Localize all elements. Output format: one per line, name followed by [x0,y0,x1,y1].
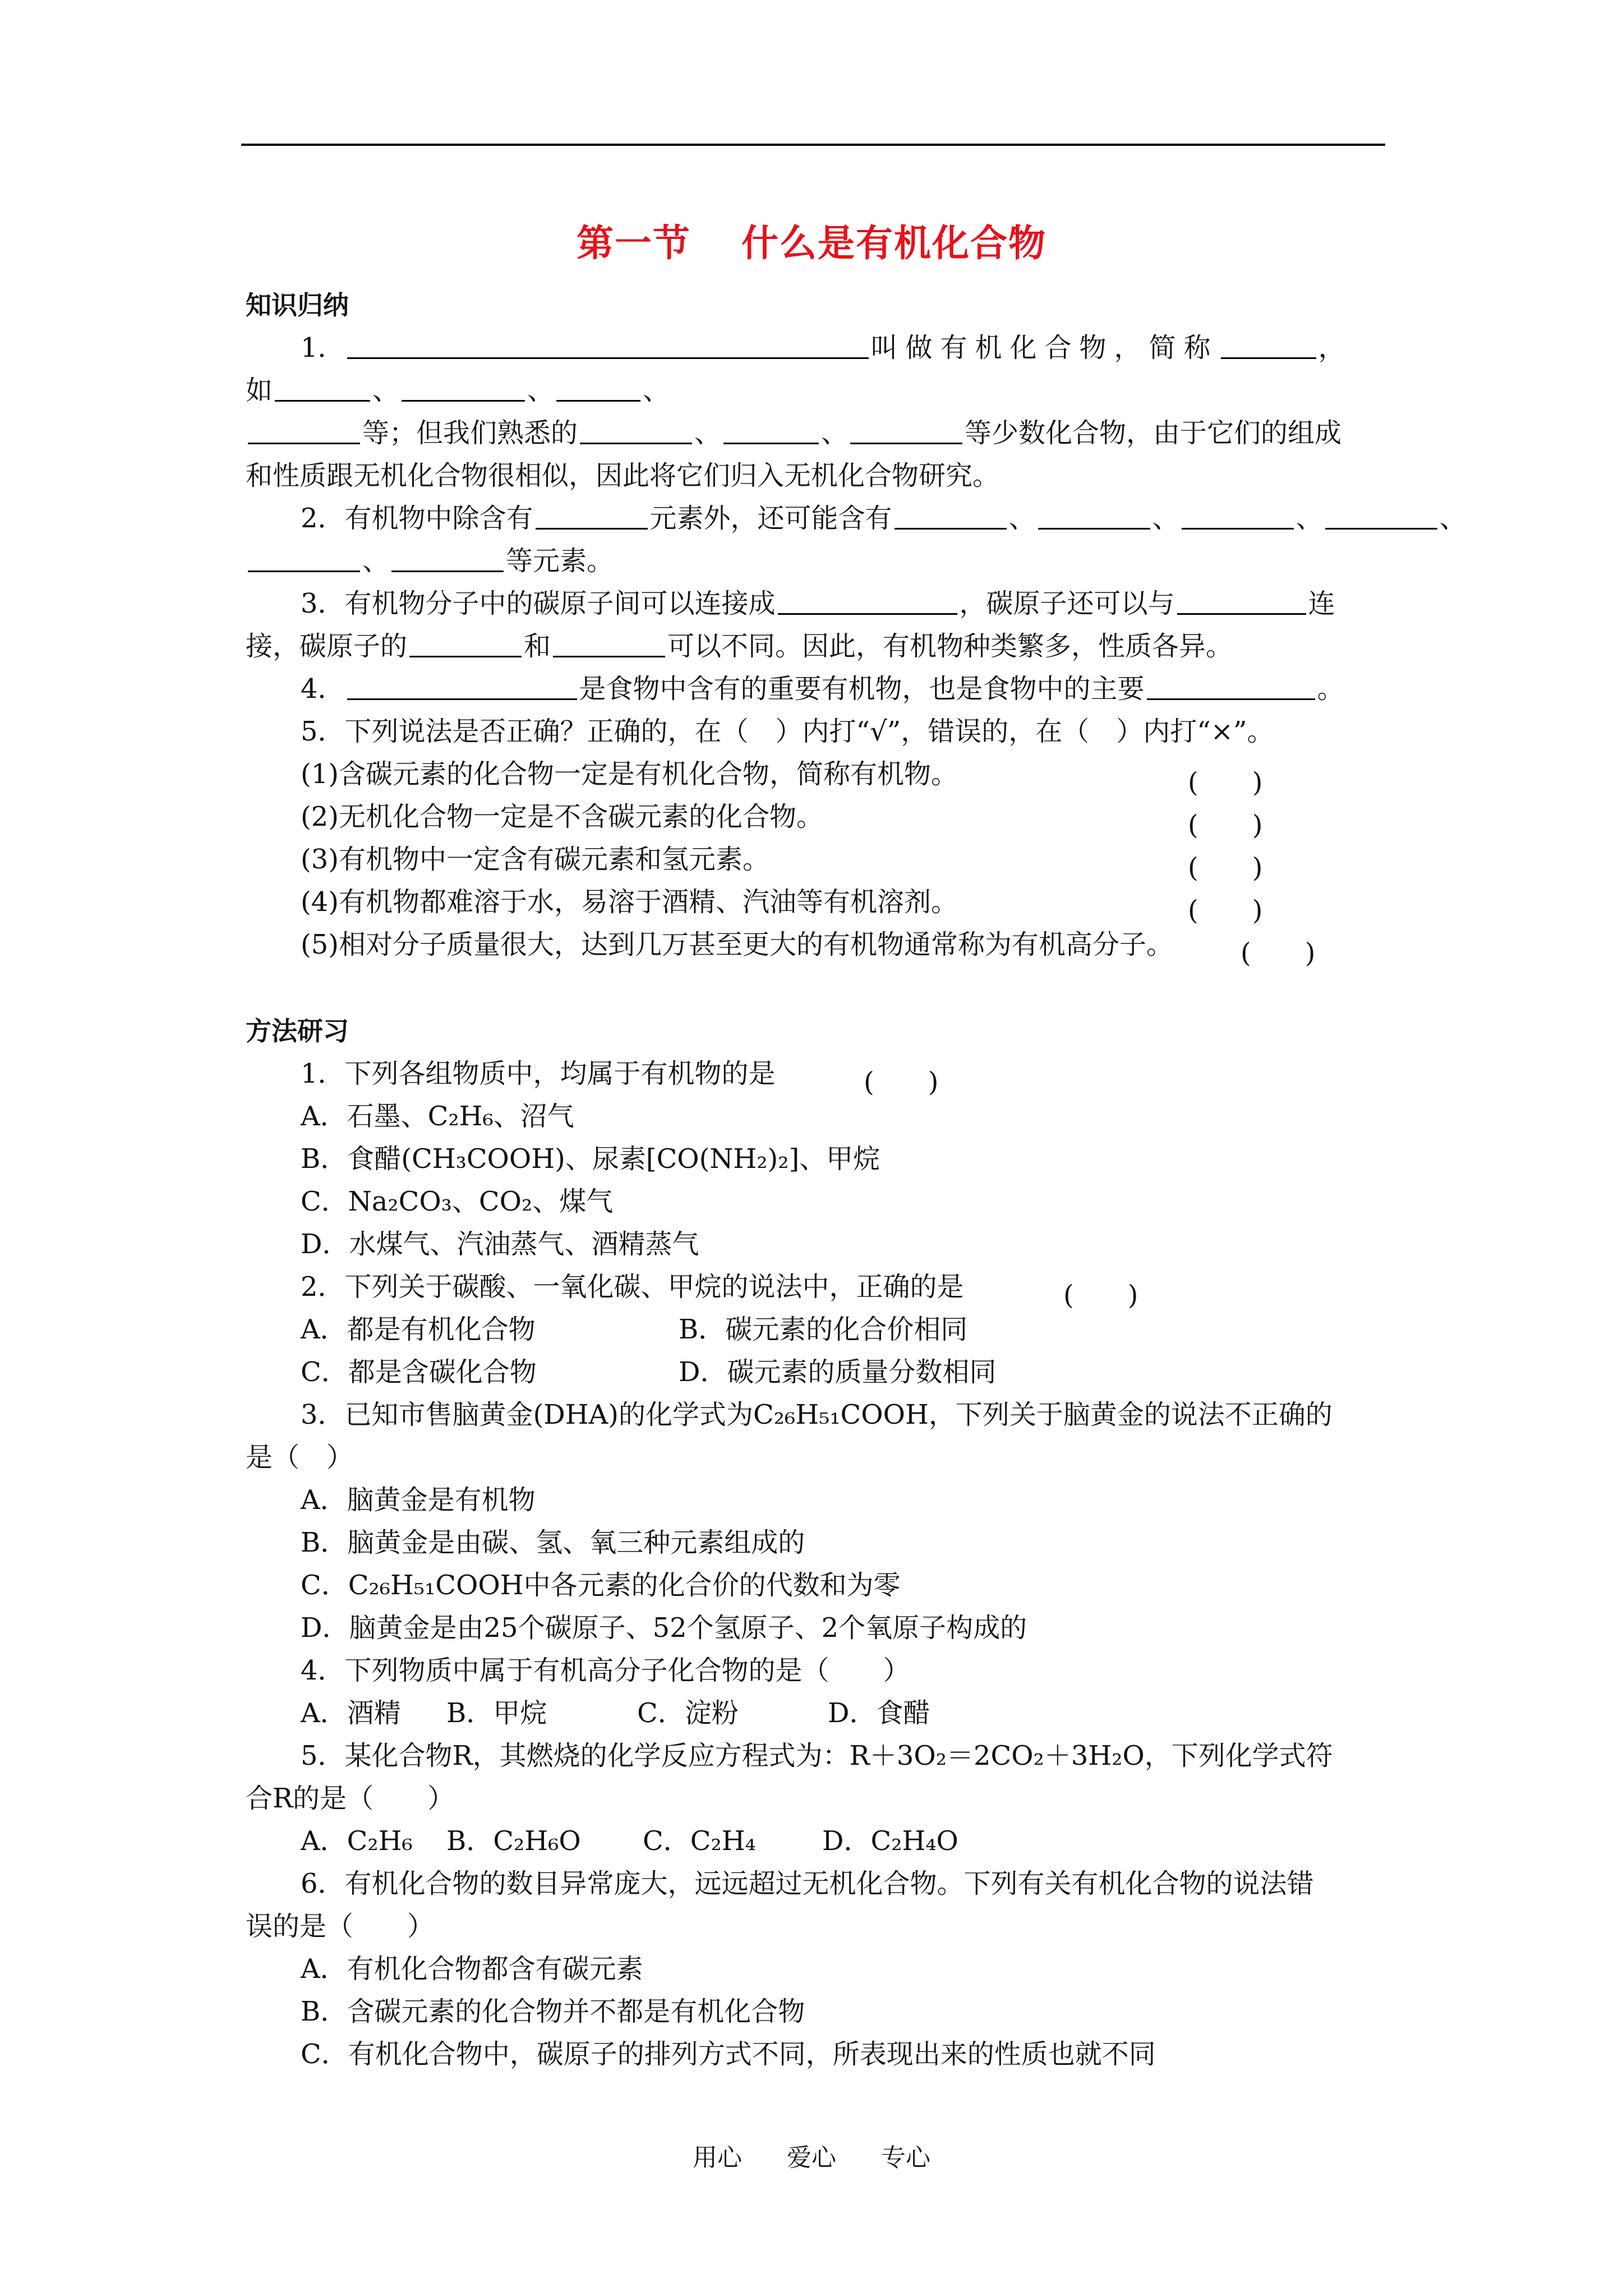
answer-parentheses[interactable]: ( ) [864,1066,939,1098]
option-b: B．含碳元素的化合物并不都是有机化合物 [301,1996,805,2027]
knowledge-q1-line1: 1． 叫做有机化合物，简称 ， [301,332,1345,364]
option-a: A．C₂H₆ [301,1825,413,1857]
knowledge-q3-line2: 接，碳原子的 和 可以不同。因此，有机物种类繁多，性质各异。 [246,631,1233,662]
footer-word: 用心 [693,2143,742,2172]
footer-word: 专心 [881,2143,930,2172]
method-q5-line2: 合R的是（ ） [246,1783,455,1814]
answer-blank [1182,502,1294,530]
option-b: B．食醋(CH₃COOH)、尿素[CO(NH₂)₂]、甲烷 [301,1143,880,1175]
answer-blank [347,673,577,700]
option-b: B．脑黄金是由碳、氢、氧三种元素组成的 [301,1527,805,1558]
answer-blank [1177,587,1306,615]
answer-blank [553,630,665,657]
knowledge-q2-line1: 2．有机物中除含有 元素外，还可能含有 、 、 、 、 [301,503,1467,534]
knowledge-q3-line1: 3．有机物分子中的碳原子间可以连接成 ，碳原子还可以与 连 [301,588,1335,619]
title-section-number: 第一节 [577,222,691,265]
option-a: A．石墨、C₂H₆、沼气 [301,1101,574,1132]
knowledge-q4: 4． 是食物中含有的重要有机物，也是食物中的主要 。 [301,673,1344,705]
answer-parentheses[interactable]: ( ) [1188,767,1263,798]
option-b: B．碳元素的化合价相同 [679,1314,968,1345]
option-d: D．水煤气、汽油蒸气、酒精蒸气 [301,1228,699,1260]
option-c: C．淀粉 [637,1697,739,1729]
footer-word: 爱心 [787,2143,836,2172]
option-c: C．有机化合物中，碳原子的排列方式不同，所表现出来的性质也就不同 [301,2039,1156,2070]
option-c: C．C₂₆H₅₁COOH中各元素的化合价的代数和为零 [301,1570,901,1601]
option-a: A．酒精 [301,1697,401,1729]
answer-blank [391,545,504,572]
method-q1: 1．下列各组物质中，均属于有机物的是 [301,1058,776,1089]
judgement-item: (5)相对分子质量很大，达到几万甚至更大的有机物通常称为有机高分子。 [301,929,1173,960]
answer-blank [409,630,522,657]
option-a: A．脑黄金是有机物 [301,1484,536,1516]
method-q6-line2: 误的是（ ） [246,1911,435,1942]
answer-blank [895,502,1007,530]
answer-parentheses[interactable]: ( ) [1063,1280,1138,1311]
option-c: C．Na₂CO₃、CO₂、煤气 [301,1186,614,1217]
method-q5-options [301,1820,958,1862]
option-d: D．C₂H₄O [822,1825,958,1857]
judgement-item: (4)有机物都难溶于水，易溶于酒精、汽油等有机溶剂。 [301,886,958,918]
answer-blank [1147,673,1315,700]
knowledge-q2-line2: 、 等元素。 [246,540,614,582]
option-b: B．C₂H₆O [446,1825,581,1857]
section-heading-knowledge: 知识归纳 [246,290,349,320]
knowledge-q1-line2: 如 、 、 、 [246,375,670,406]
answer-blank [347,332,869,359]
answer-parentheses[interactable]: ( ) [1188,852,1263,884]
judgement-item: (2)无机化合物一定是不含碳元素的化合物。 [301,801,823,832]
answer-parentheses[interactable]: ( ) [1188,895,1263,926]
method-q4-options [301,1692,930,1734]
answer-blank [850,417,962,444]
answer-blank [275,374,370,402]
judgement-item: (3)有机物中一定含有碳元素和氢元素。 [301,844,769,875]
option-b: B．甲烷 [446,1697,547,1729]
section-heading-method: 方法研习 [246,1016,349,1046]
method-q6-line1: 6．有机化合物的数目异常庞大，远远超过无机化合物。下列有关有机化合物的说法错 [301,1868,1314,1899]
answer-blank [778,587,957,615]
option-d: D．碳元素的质量分数相同 [679,1356,997,1388]
answer-blank [1221,332,1316,359]
knowledge-q1-line3: 等；但我们熟悉的 、 、 等少数化合物，由于它们的组成 [246,412,1341,454]
method-q4: 4．下列物质中属于有机高分子化合物的是（ ） [301,1655,910,1686]
answer-blank [248,545,360,572]
option-d: D．脑黄金是由25个碳原子、52个氢原子、2个氧原子构成的 [301,1612,1027,1644]
knowledge-q1-line4: 和性质跟无机化合物很相似，因此将它们归入无机化合物研究。 [246,460,1000,491]
option-d: D．食醋 [828,1697,930,1729]
answer-blank [556,374,640,402]
method-q5-line1: 5．某化合物R，其燃烧的化学反应方程式为：R＋3O₂＝2CO₂＋3H₂O，下列化学式符 [301,1740,1333,1772]
answer-blank [1325,502,1437,530]
option-a: A．有机化合物都含有碳元素 [301,1953,643,1985]
page-footer [0,2137,1623,2173]
title-text: 什么是有机化合物 [741,222,1046,265]
method-q2: 2．下列关于碳酸、一氧化碳、甲烷的说法中，正确的是 [301,1271,964,1303]
option-c: C．都是含碳化合物 [301,1356,537,1388]
page-title [0,213,1623,266]
answer-blank [723,417,819,444]
answer-blank [1038,502,1150,530]
judgement-item: (1)含碳元素的化合物一定是有机化合物，简称有机物。 [301,758,958,790]
answer-parentheses[interactable]: ( ) [1241,937,1316,969]
knowledge-q5: 5．下列说法是否正确？正确的，在（ ）内打“√”，错误的，在（ ）内打“×”。 [301,716,1274,747]
answer-blank [580,417,692,444]
method-q3-line2: 是（ ） [246,1442,354,1473]
answer-parentheses[interactable]: ( ) [1188,809,1263,841]
answer-blank [536,502,648,530]
answer-blank [248,417,360,444]
option-a: A．都是有机化合物 [301,1314,536,1345]
answer-blank [402,374,525,402]
option-c: C．C₂H₄ [643,1825,756,1857]
method-q3-line1: 3．已知市售脑黄金(DHA)的化学式为C₂₆H₅₁COOH，下列关于脑黄金的说法不正确的 [301,1399,1332,1430]
header-rule [241,144,1385,146]
